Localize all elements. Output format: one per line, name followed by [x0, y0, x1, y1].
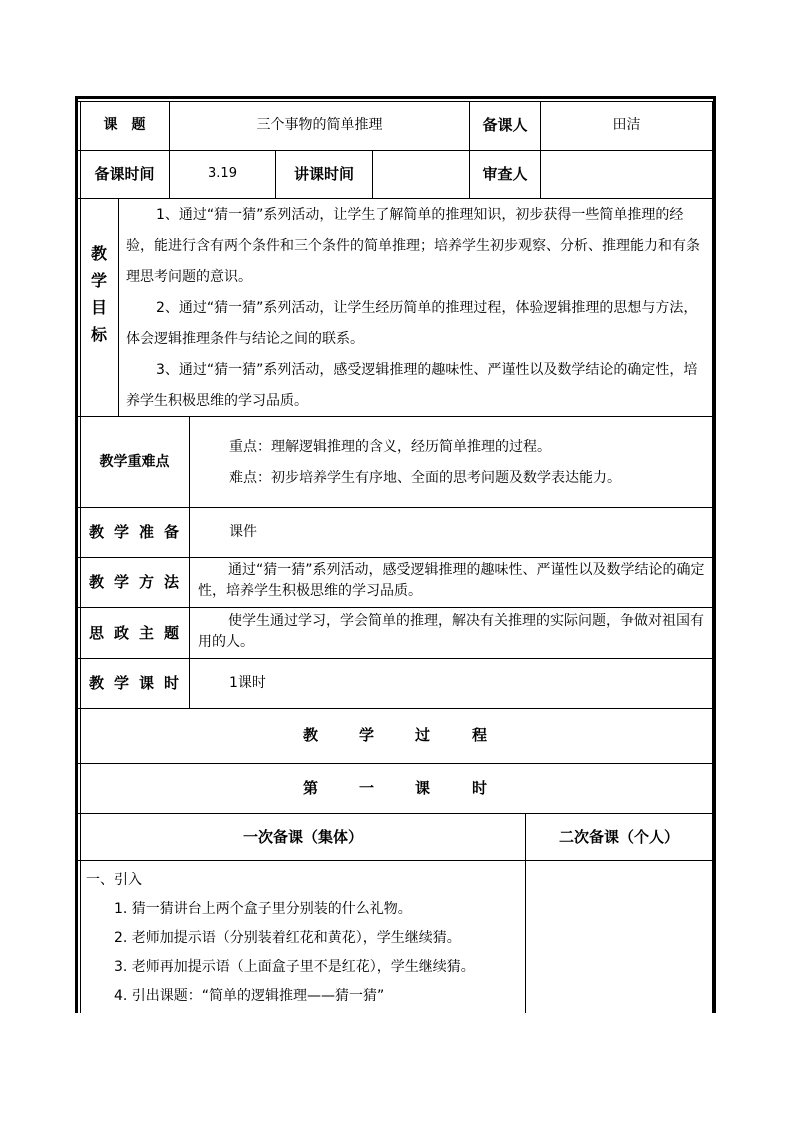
intro-step-1: 1. 猜一猜讲台上两个盒子里分别装的什么礼物。 — [114, 901, 412, 917]
topic-label: 课 题 — [103, 117, 146, 133]
process-title-char-1: 教 — [303, 726, 319, 744]
lesson-title-char-4: 时 — [472, 779, 488, 797]
method-label: 教学方法 — [89, 573, 190, 591]
goals-label: 教 学 目 标 — [90, 244, 107, 344]
topic-value: 三个事物的简单推理 — [256, 117, 383, 133]
ideology-value: 使学生通过学习，学会简单的推理，解决有关推理的实际问题，争做对祖国有用的人。 — [198, 613, 704, 650]
prep-time-value: 3.19 — [208, 166, 237, 181]
hours-label: 教学课时 — [89, 674, 190, 692]
intro-heading: 一、引入 — [86, 872, 142, 888]
preparer-label: 备课人 — [482, 116, 528, 134]
key-points-label: 教学重难点 — [99, 454, 170, 470]
lesson-title-char-1: 第 — [303, 779, 319, 797]
lesson-title-char-2: 一 — [359, 779, 375, 797]
goal-item-3: 3、通过“猜一猜”系列活动，感受逻辑推理的趣味性、严谨性以及数学结论的确定性，培养学生积极思维的学习品质。 — [126, 362, 698, 409]
hours-value: 1课时 — [229, 675, 266, 691]
personal-column-header: 二次备课（个人） — [558, 828, 679, 846]
collective-column-header: 一次备课（集体） — [242, 828, 363, 846]
reviewer-label: 审查人 — [482, 165, 528, 183]
lesson-title-char-3: 课 — [415, 779, 431, 797]
teach-time-label: 讲课时间 — [293, 165, 354, 183]
process-title-char-3: 过 — [415, 726, 431, 744]
prep-value: 课件 — [229, 524, 257, 540]
prep-time-label: 备课时间 — [94, 165, 155, 183]
prep-label: 教学准备 — [89, 523, 190, 541]
process-title-char-2: 学 — [359, 726, 375, 744]
process-title-char-4: 程 — [472, 726, 488, 744]
key-point-difficulty: 难点：初步培养学生有序地、全面的思考问题及数学表达能力。 — [229, 470, 621, 486]
key-point-focus: 重点：理解逻辑推理的含义，经历简单推理的过程。 — [229, 439, 551, 455]
intro-step-4: 4. 引出课题：“简单的逻辑推理——猜一猜” — [114, 988, 385, 1004]
ideology-label: 思政主题 — [89, 624, 190, 642]
method-value: 通过“猜一猜”系列活动，感受逻辑推理的趣味性、严谨性以及数学结论的确定性，培养学生积极思维的学习品质。 — [198, 562, 705, 599]
goal-item-2: 2、通过“猜一猜”系列活动，让学生经历简单的推理过程，体验逻辑推理的思想与方法，体会逻辑推理条件与结论之间的联系。 — [126, 300, 698, 347]
intro-step-3: 3. 老师再加提示语（上面盒子里不是红花），学生继续猜。 — [114, 959, 475, 975]
goal-item-1: 1、通过“猜一猜”系列活动，让学生了解简单的推理知识，初步获得一些简单推理的经验，能进行含有两个条件和三个条件的简单推理；培养学生初步观察、分析、推理能力和有条理思考问题的意识。 — [126, 207, 700, 285]
intro-step-2: 2. 老师加提示语（分别装着红花和黄花），学生继续猜。 — [114, 930, 461, 946]
preparer-value: 田洁 — [612, 117, 641, 133]
